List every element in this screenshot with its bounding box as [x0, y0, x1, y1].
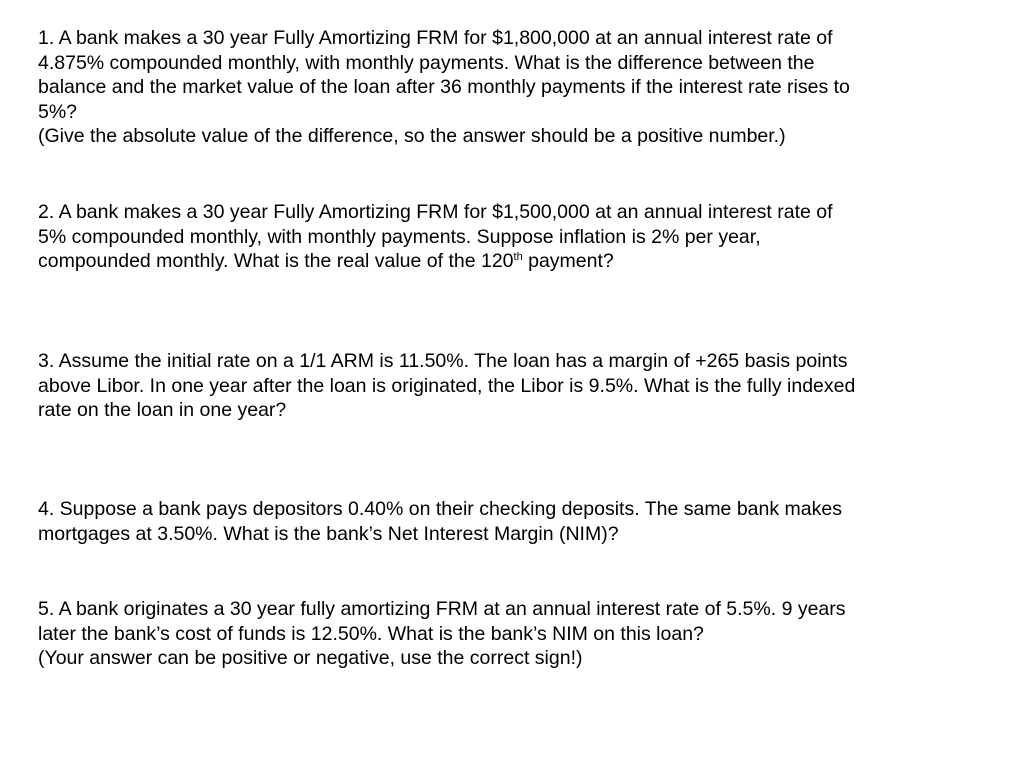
question-5-note: (Your answer can be positive or negative, use the correct sign!) [38, 647, 583, 669]
question-3 [38, 349, 998, 423]
question-3-line-3: rate on the loan in one year? [38, 399, 287, 421]
question-1 [38, 26, 998, 149]
question-1-line-4: 5%? [38, 100, 78, 123]
question-2-line-2: 5% compounded monthly, with monthly payments. Suppose inflation is 2% per year, [38, 225, 761, 248]
question-2-line-3-text: compounded monthly. What is the real value of the 120 [38, 250, 514, 272]
question-2 [38, 200, 998, 274]
question-1-line-2: 4.875% compounded monthly, with monthly payments. What is the difference between the [38, 51, 815, 74]
question-4-line-2: mortgages at 3.50%. What is the bank’s Net Interest Margin (NIM)? [38, 522, 619, 545]
question-5-line-2: later the bank’s cost of funds is 12.50%. What is the bank’s NIM on this loan? [38, 622, 704, 645]
question-3-line-2: above Libor. In one year after the loan is originated, the Libor is 9.5%. What is the fully indexed [38, 374, 856, 397]
question-4 [38, 497, 998, 546]
question-4-line-1: 4. Suppose a bank pays depositors 0.40% on their checking deposits. The same bank makes [38, 498, 842, 520]
question-1-line-3: balance and the market value of the loan after 36 monthly payments if the interest rate rises to [38, 76, 850, 98]
question-5-line-1: 5. A bank originates a 30 year fully amortizing FRM at an annual interest rate of 5.5%. 9 years [38, 598, 846, 620]
question-3-line-1: 3. Assume the initial rate on a 1/1 ARM is 11.50%. The loan has a margin of +265 basis points [38, 350, 848, 372]
question-5 [38, 597, 998, 671]
question-2-line-3-tail: payment? [522, 250, 614, 272]
question-2-line-3 [38, 249, 998, 274]
question-1-note: (Give the absolute value of the difference, so the answer should be a positive number.) [38, 125, 786, 147]
question-1-line-1: 1. A bank makes a 30 year Fully Amortizing FRM for $1,800,000 at an annual interest rate of [38, 27, 833, 49]
ordinal-superscript: th [513, 251, 523, 263]
question-2-line-1: 2. A bank makes a 30 year Fully Amortizing FRM for $1,500,000 at an annual interest rate of [38, 201, 833, 223]
